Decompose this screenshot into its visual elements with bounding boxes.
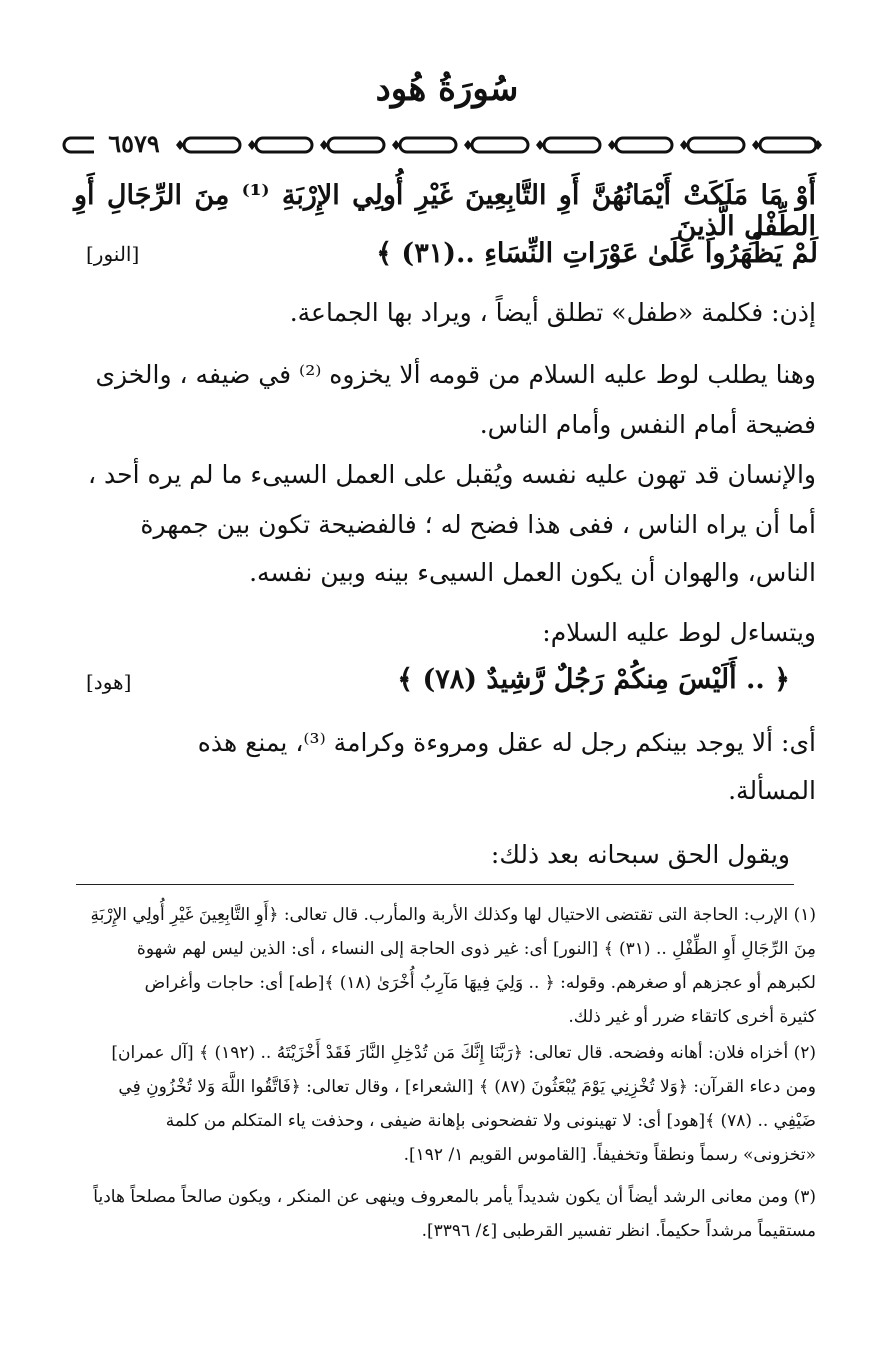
ornamental-border: [62, 130, 822, 160]
footnote-line: (١) الإرب: الحاجة التى تقتضى الاحتيال لها وكذلك الأربة والمأرب. قال تعالى: ﴿أَوِ التَّابِعِينَ غَيْرِ أُولِي الإِرْبَةِ: [90, 905, 816, 925]
footnote-line: ضَيْفِي .. (٧٨) ﴾[هود] أى: لا تهينونى ولا تفضحونى بإهانة ضيفى ، وحذفت ياء المتكلم من كلمة: [165, 1111, 816, 1131]
verse-reference: [هود]: [86, 670, 132, 694]
footnote-line: مِنَ الرِّجَالِ أَوِ الطِّفْلِ .. (٣١) ﴾ [النور] أى: غير ذوى الحاجة إلى النساء ، أى: الذين ليس لهم شهوة: [136, 939, 816, 959]
paragraph-line: المسألة.: [728, 776, 816, 805]
paragraph-line: ويتساءل لوط عليه السلام:: [542, 618, 816, 647]
footnote-line: «تخزونى» رسماً ونطقاً وتخفيفاً. [القاموس القويم ١/ ١٩٢].: [403, 1145, 816, 1165]
surah-title: سُورَةُ هُود: [375, 69, 519, 109]
paragraph-line: الناس، والهوان أن يكون العمل السيىء بينه وبين نفسه.: [249, 558, 816, 587]
paragraph-line: والإنسان قد تهون عليه نفسه ويُقبل على العمل السيىء ما لم يره أحد ،: [87, 460, 816, 489]
paragraph-line: أى: ألا يوجد بينكم رجل له عقل ومروءة وكرامة ⁽³⁾، يمنع هذه: [197, 728, 816, 757]
footnote-line: ومن دعاء القرآن: ﴿وَلا تُخْزِنِي يَوْمَ يُبْعَثُونَ (٨٧) ﴾ [الشعراء] ، وقال تعالى: ﴿فَاتَّقُوا اللَّهَ وَلا تُخْزُونِ فِي: [118, 1077, 816, 1097]
verse-line: أَوْ مَا مَلَكَتْ أَيْمَانُهُنَّ أَوِ التَّابِعِينَ غَيْرِ أُولِي الإِرْبَةِ ⁽¹⁾ مِنَ الرِّجَالِ أَوِ الطِّفْلِ الَّذِينَ: [74, 180, 816, 242]
footnote-line: (٢) أخزاه فلان: أهانه وفضحه. قال تعالى: ﴿رَبَّنَا إِنَّكَ مَن تُدْخِلِ النَّارَ فَقَدْ أَخْزَيْتَهُ .. (١٩٢) ﴾ [آل عمران]: [111, 1043, 816, 1063]
verse-line: لَمْ يَظْهَرُوا عَلَىٰ عَوْرَاتِ النِّسَاءِ ..(٣١) ﴾: [376, 238, 818, 269]
footnote-line: مستقيماً مرشداً حكيماً. انظر تفسير القرطبى [٤/ ٣٣٩٦].: [421, 1221, 816, 1241]
footnote-line: لكبرهم أو عجزهم أو صغرهم. وقوله: ﴿ .. وَلِيَ فِيهَا مَآرِبُ أُخْرَىٰ (١٨) ﴾[طه] أى: حاجات وأغراض: [144, 973, 816, 993]
verse-line: ﴿ .. أَلَيْسَ مِنكُمْ رَجُلٌ رَّشِيدٌ (٧٨) ﴾: [397, 664, 790, 695]
paragraph-line: ويقول الحق سبحانه بعد ذلك:: [490, 840, 790, 869]
page-number: ٦٥٧٩: [94, 131, 174, 157]
footnote-line: كثيرة أخرى كاتقاء ضرر أو غير ذلك.: [568, 1007, 816, 1027]
verse-reference: [النور]: [86, 242, 140, 266]
paragraph-line: أما أن يراه الناس ، ففى هذا فضح له ؛ فالفضيحة تكون بين جمهرة: [140, 510, 816, 539]
paragraph-line: وهنا يطلب لوط عليه السلام من قومه ألا يخزوه ⁽²⁾ في ضيفه ، والخزى: [95, 360, 816, 389]
footnote-line: (٣) ومن معانى الرشد أيضاً أن يكون شديداً يأمر بالمعروف وينهى عن المنكر ، ويكون صالحاً مصلحاً هادياً: [93, 1187, 816, 1207]
paragraph-line: إذن: فكلمة «طفل» تطلق أيضاً ، ويراد بها الجماعة.: [289, 298, 816, 327]
footnote-separator: [76, 884, 794, 885]
paragraph-line: فضيحة أمام النفس وأمام الناس.: [479, 410, 816, 439]
